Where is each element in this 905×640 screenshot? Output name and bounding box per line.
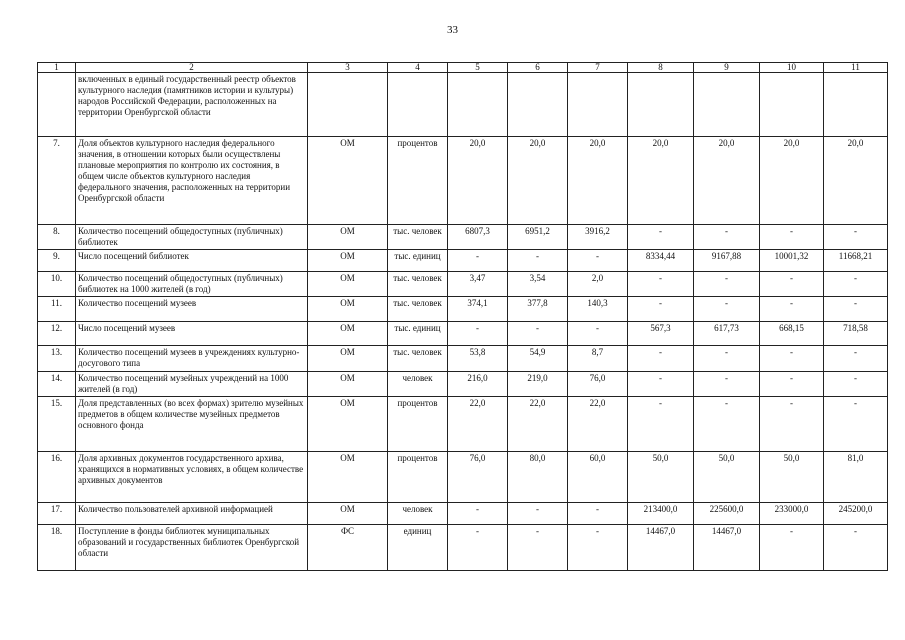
row-number: 17. — [38, 503, 76, 525]
indicator-value: 22,0 — [508, 397, 568, 452]
column-header: 1 — [38, 63, 76, 73]
indicator-unit: тыс. единиц — [388, 322, 448, 346]
indicator-value: 374,1 — [448, 297, 508, 322]
indicator-value: 216,0 — [448, 372, 508, 397]
indicator-source: ОМ — [308, 322, 388, 346]
table-row — [38, 272, 888, 297]
indicator-value: - — [448, 525, 508, 571]
indicator-source: ОМ — [308, 372, 388, 397]
row-number: 12. — [38, 322, 76, 346]
indicator-source: ОМ — [308, 225, 388, 250]
indicator-value: - — [508, 250, 568, 272]
indicator-value: - — [628, 272, 694, 297]
indicator-value: 617,73 — [694, 322, 760, 346]
table-row — [38, 525, 888, 571]
indicator-value: 80,0 — [508, 452, 568, 503]
column-header: 9 — [694, 63, 760, 73]
indicator-value: 22,0 — [448, 397, 508, 452]
indicator-unit: тыс. человек — [388, 272, 448, 297]
indicator-value: 2,0 — [568, 272, 628, 297]
indicator-value: - — [694, 225, 760, 250]
indicator-value: - — [824, 525, 888, 571]
indicator-source — [308, 73, 388, 137]
table-row — [38, 372, 888, 397]
column-header: 5 — [448, 63, 508, 73]
indicator-value — [568, 73, 628, 137]
indicator-value: - — [760, 397, 824, 452]
row-number: 7. — [38, 137, 76, 225]
indicator-value: - — [760, 297, 824, 322]
table-row — [38, 225, 888, 250]
indicator-value: - — [694, 272, 760, 297]
indicator-unit: процентов — [388, 397, 448, 452]
indicator-value: - — [760, 372, 824, 397]
indicator-value: - — [694, 346, 760, 372]
indicator-name: Доля архивных документов государственного архива, хранящихся в нормативных условиях, в общем количестве архивных документов — [76, 452, 308, 503]
indicator-value: - — [568, 525, 628, 571]
indicator-name: Количество посещений музеев — [76, 297, 308, 322]
indicator-value: 567,3 — [628, 322, 694, 346]
indicator-name: Количество посещений общедоступных (публичных) библиотек на 1000 жителей (в год) — [76, 272, 308, 297]
indicator-value: 53,8 — [448, 346, 508, 372]
indicator-value: - — [628, 225, 694, 250]
indicator-value: 8,7 — [568, 346, 628, 372]
indicator-value: 20,0 — [628, 137, 694, 225]
indicator-name: включенных в единый государственный реестр объектов культурного наследия (памятников истории и культуры) народов Российской Федерации, расположенных на территории Оренбургской области — [76, 73, 308, 137]
indicator-value: - — [448, 503, 508, 525]
table-row — [38, 452, 888, 503]
indicator-value: 225600,0 — [694, 503, 760, 525]
indicator-value: - — [824, 272, 888, 297]
indicator-value: 6807,3 — [448, 225, 508, 250]
indicator-unit: тыс. человек — [388, 346, 448, 372]
indicator-value: - — [824, 372, 888, 397]
column-header: 4 — [388, 63, 448, 73]
table-row — [38, 503, 888, 525]
indicator-value: - — [448, 322, 508, 346]
indicator-name: Число посещений библиотек — [76, 250, 308, 272]
indicator-value: - — [628, 297, 694, 322]
row-number: 15. — [38, 397, 76, 452]
indicator-value: 50,0 — [628, 452, 694, 503]
indicator-value: 54,9 — [508, 346, 568, 372]
indicator-value: 6951,2 — [508, 225, 568, 250]
indicator-value: 3,54 — [508, 272, 568, 297]
table-row — [38, 137, 888, 225]
indicator-value: - — [760, 225, 824, 250]
indicator-value: 20,0 — [824, 137, 888, 225]
indicator-value: 14467,0 — [694, 525, 760, 571]
table-row — [38, 397, 888, 452]
indicator-value: - — [760, 272, 824, 297]
indicator-value: - — [824, 397, 888, 452]
indicator-value: 76,0 — [448, 452, 508, 503]
indicator-value — [824, 73, 888, 137]
indicator-value — [508, 73, 568, 137]
indicator-value: 14467,0 — [628, 525, 694, 571]
indicator-value: 9167,88 — [694, 250, 760, 272]
column-header: 11 — [824, 63, 888, 73]
indicator-value: 10001,32 — [760, 250, 824, 272]
indicator-value: 20,0 — [760, 137, 824, 225]
indicators-table — [37, 62, 888, 571]
indicator-value: 11668,21 — [824, 250, 888, 272]
indicator-value: 20,0 — [568, 137, 628, 225]
indicator-value: - — [760, 346, 824, 372]
indicator-name: Количество пользователей архивной информацией — [76, 503, 308, 525]
indicator-source: ОМ — [308, 452, 388, 503]
row-number: 16. — [38, 452, 76, 503]
indicator-value: 233000,0 — [760, 503, 824, 525]
column-header: 7 — [568, 63, 628, 73]
table-row — [38, 322, 888, 346]
row-number: 11. — [38, 297, 76, 322]
indicator-value: 22,0 — [568, 397, 628, 452]
indicator-value: 718,58 — [824, 322, 888, 346]
indicator-name: Количество посещений музеев в учреждениях культурно-досугового типа — [76, 346, 308, 372]
indicator-value: - — [448, 250, 508, 272]
indicator-value: - — [568, 250, 628, 272]
row-number: 18. — [38, 525, 76, 571]
indicator-value: - — [508, 503, 568, 525]
indicator-value: - — [694, 372, 760, 397]
indicator-name: Доля объектов культурного наследия федерального значения, в отношении которых были осуществлены плановые мероприятия по контролю их состояния, в общем числе объектов культурного наследия федерального значения, расположенных на территории Оренбургской области — [76, 137, 308, 225]
indicator-source: ОМ — [308, 397, 388, 452]
indicator-value: - — [824, 346, 888, 372]
indicator-value: - — [628, 372, 694, 397]
column-header: 8 — [628, 63, 694, 73]
header-row — [38, 63, 888, 73]
indicator-unit: человек — [388, 503, 448, 525]
indicator-value — [448, 73, 508, 137]
row-number: 9. — [38, 250, 76, 272]
indicator-unit: тыс. человек — [388, 225, 448, 250]
indicator-value: - — [628, 346, 694, 372]
indicator-value — [694, 73, 760, 137]
row-number: 14. — [38, 372, 76, 397]
indicator-unit: процентов — [388, 452, 448, 503]
indicator-value: - — [694, 297, 760, 322]
row-number: 13. — [38, 346, 76, 372]
indicator-name: Количество посещений общедоступных (публичных) библиотек — [76, 225, 308, 250]
table-row — [38, 250, 888, 272]
indicator-value: - — [628, 397, 694, 452]
indicator-value: - — [694, 397, 760, 452]
indicator-source: ОМ — [308, 297, 388, 322]
indicator-value: - — [508, 322, 568, 346]
column-header: 2 — [76, 63, 308, 73]
indicator-unit — [388, 73, 448, 137]
indicator-source: ОМ — [308, 250, 388, 272]
indicator-source: ОМ — [308, 137, 388, 225]
indicator-unit: процентов — [388, 137, 448, 225]
column-header: 3 — [308, 63, 388, 73]
indicator-value: - — [824, 225, 888, 250]
indicator-value: 60,0 — [568, 452, 628, 503]
table-row — [38, 73, 888, 137]
column-header: 10 — [760, 63, 824, 73]
indicator-unit: единиц — [388, 525, 448, 571]
indicator-value: 50,0 — [694, 452, 760, 503]
indicator-value: - — [568, 503, 628, 525]
row-number: 8. — [38, 225, 76, 250]
indicator-value: 3916,2 — [568, 225, 628, 250]
indicator-value: 245200,0 — [824, 503, 888, 525]
indicator-unit: тыс. единиц — [388, 250, 448, 272]
indicator-value: - — [760, 525, 824, 571]
indicator-value: 668,15 — [760, 322, 824, 346]
indicator-value: - — [568, 322, 628, 346]
indicator-value: 20,0 — [694, 137, 760, 225]
indicator-value: 219,0 — [508, 372, 568, 397]
table-row — [38, 346, 888, 372]
indicator-value — [760, 73, 824, 137]
indicator-value: 20,0 — [448, 137, 508, 225]
indicator-source: ОМ — [308, 346, 388, 372]
column-header: 6 — [508, 63, 568, 73]
indicator-value: 377,8 — [508, 297, 568, 322]
indicator-value: 3,47 — [448, 272, 508, 297]
page-number: 33 — [447, 24, 458, 36]
indicator-value: 213400,0 — [628, 503, 694, 525]
indicator-value: 76,0 — [568, 372, 628, 397]
row-number — [38, 73, 76, 137]
indicator-name: Число посещений музеев — [76, 322, 308, 346]
indicator-unit: тыс. человек — [388, 297, 448, 322]
indicator-unit: человек — [388, 372, 448, 397]
indicator-value: 140,3 — [568, 297, 628, 322]
indicator-name: Количество посещений музейных учреждений на 1000 жителей (в год) — [76, 372, 308, 397]
indicator-value: 81,0 — [824, 452, 888, 503]
table-row — [38, 297, 888, 322]
indicator-source: ОМ — [308, 503, 388, 525]
indicator-value — [628, 73, 694, 137]
indicator-value: - — [824, 297, 888, 322]
indicator-value: - — [508, 525, 568, 571]
indicator-value: 8334,44 — [628, 250, 694, 272]
indicator-value: 20,0 — [508, 137, 568, 225]
indicator-name: Поступление в фонды библиотек муниципальных образований и государственных библиотек Оренбургской области — [76, 525, 308, 571]
indicator-source: ОМ — [308, 272, 388, 297]
indicator-value: 50,0 — [760, 452, 824, 503]
indicator-source: ФС — [308, 525, 388, 571]
indicator-name: Доля представленных (во всех формах) зрителю музейных предметов в общем количестве музейных предметов основного фонда — [76, 397, 308, 452]
row-number: 10. — [38, 272, 76, 297]
